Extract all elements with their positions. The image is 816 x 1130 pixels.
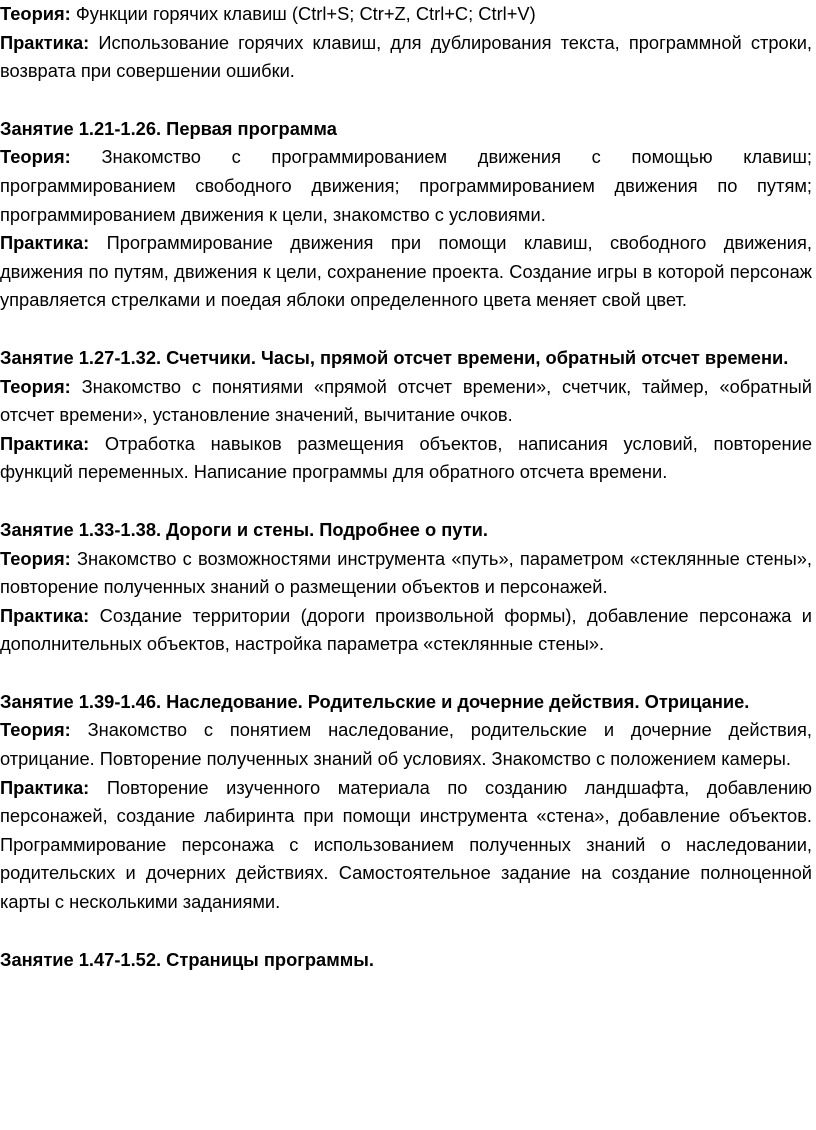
spacer [0,487,812,516]
lesson-theory [0,716,812,773]
practice-label: Практика: [0,604,90,626]
lesson-practice [0,430,812,487]
theory-label: Теория: [0,547,71,569]
spacer [0,659,812,688]
theory-text: Функции горячих клавиш (Ctrl+S; Ctr+Z, Ctrl+C; Ctrl+V) [70,3,536,24]
practice-text: Повторение изученного материала по созданию ландшафта, добавлению персонажей, создание лабиринта при помощи инструмента «стена», добавление объектов. Программирование персонажа с использованием полученных знаний о наследовании, родительских и дочерних действиях. Самостоятельное задание на создание полноценной карты с несколькими заданиями. [0,776,812,913]
lesson-title: Занятие 1.33-1.38. Дороги и стены. Подробнее о пути. [0,518,488,540]
practice-label: Практика: [0,776,90,798]
intro-theory [0,0,812,29]
spacer [0,917,812,946]
spacer [0,315,812,344]
theory-label: Теория: [0,375,71,397]
theory-label: Теория: [0,719,71,741]
theory-label: Теория: [0,146,71,168]
theory-text: Знакомство с возможностями инструмента «путь», параметром «стеклянные стены», повторение полученных знаний о размещении объектов и персонажей. [0,547,812,598]
practice-text: Использование горячих клавиш, для дублирования текста, программной строки, возврата при совершении ошибки. [0,31,812,82]
lesson-theory [0,143,812,229]
lesson-practice [0,602,812,659]
theory-text: Знакомство с понятиями «прямой отсчет времени», счетчик, таймер, «обратный отсчет времени», установление значений, вычитание очков. [0,375,812,426]
practice-label: Практика: [0,31,90,53]
practice-text: Программирование движения при помощи клавиш, свободного движения, движения по путям, движения к цели, сохранение проекта. Создание игры в которой персонаж управляется стрелками и поедая яблоки определенного цвета меняет свой цвет. [0,232,812,311]
practice-text: Отработка навыков размещения объектов, написания условий, повторение функций переменных. Написание программы для обратного отсчета времени. [0,432,812,483]
lesson-practice [0,774,812,917]
theory-label: Теория: [0,3,71,24]
lesson-title: Занятие 1.39-1.46. Наследование. Родительские и дочерние действия. Отрицание. [0,690,750,712]
lesson-theory [0,545,812,602]
practice-text: Создание территории (дороги произвольной формы), добавление персонажа и дополнительных объектов, настройка параметра «стеклянные стены». [0,604,812,655]
lesson-title: Занятие 1.27-1.32. Счетчики. Часы, прямой отсчет времени, обратный отсчет времени. [0,346,789,368]
spacer [0,86,812,115]
theory-text: Знакомство с программированием движения с помощью клавиш; программированием свободного движения; программированием движения по путям; программированием движения к цели, знакомство с условиями. [0,146,812,225]
lesson-title-last: Занятие 1.47-1.52. Страницы программы. [0,948,374,970]
theory-text: Знакомство с понятием наследование, родительские и дочерние действия, отрицание. Повторение полученных знаний об условиях. Знакомство с положением камеры. [0,719,812,770]
practice-label: Практика: [0,232,90,254]
intro-practice [0,29,812,86]
lesson-theory [0,373,812,430]
lesson-title: Занятие 1.21-1.26. Первая программа [0,117,337,139]
lesson-practice [0,229,812,315]
practice-label: Практика: [0,432,90,454]
